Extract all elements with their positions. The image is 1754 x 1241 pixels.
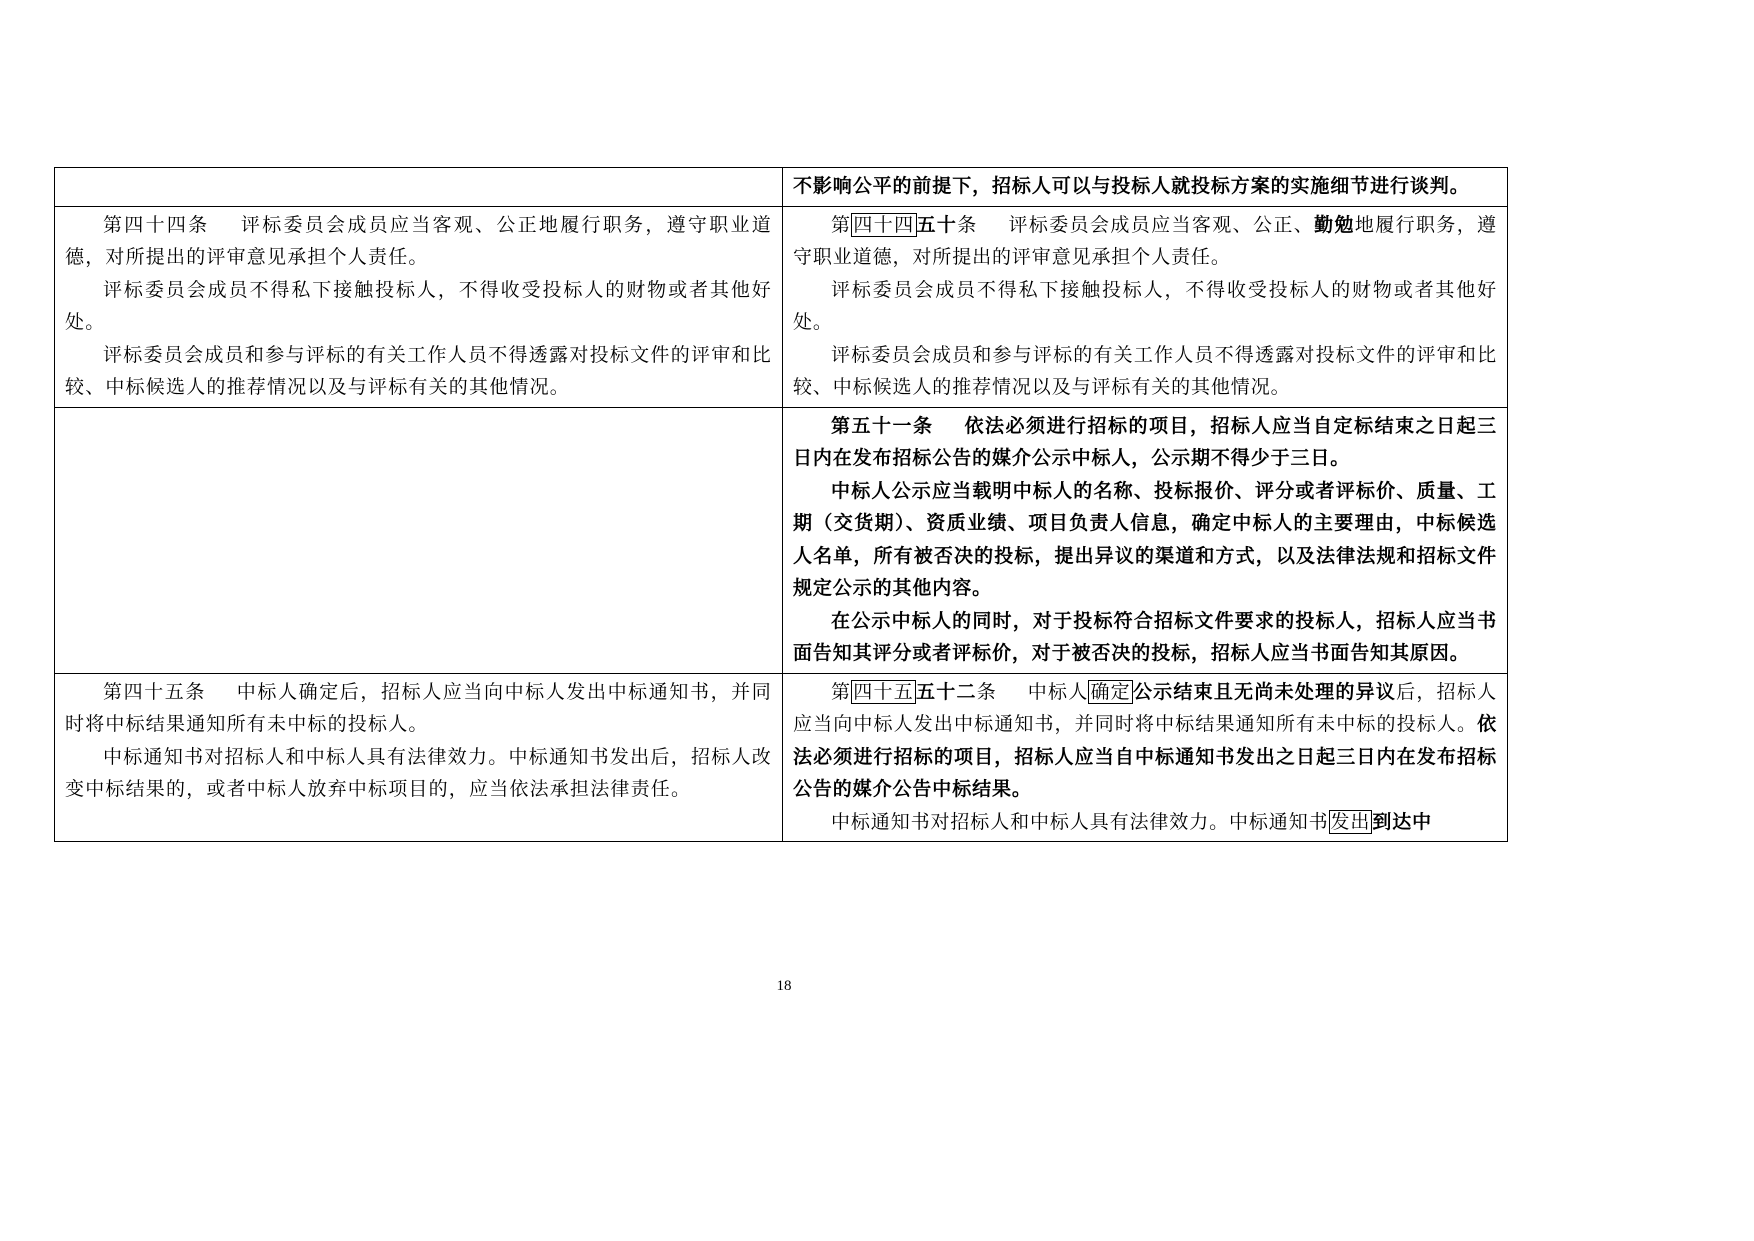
paragraph	[65, 741, 772, 806]
article-text: 中标人确定后，招标人应当向中标人发出中标通知书，并同时将中标结果通知所有未中标的投标人。	[65, 680, 772, 735]
inserted-text: 第五十一条	[831, 414, 934, 437]
article-text: 评标委员会成员应当客观、公正、	[1008, 213, 1315, 236]
article-text: 评标委员会成员和参与评标的有关工作人员不得透露对投标文件的评审和比较、中标候选人的推荐情况以及与评标有关的其他情况。	[793, 343, 1497, 398]
new-text-cell	[783, 168, 1508, 207]
paragraph	[65, 676, 772, 741]
inserted-text: 五十二	[915, 680, 977, 703]
inserted-text: 在公示中标人的同时，对于投标符合招标文件要求的投标人，招标人应当书面告知其评分或者评标价，对于被否决的投标，招标人应当书面告知其原因。	[793, 609, 1497, 664]
article-text: 评标委员会成员不得私下接触投标人，不得收受投标人的财物或者其他好处。	[793, 278, 1497, 333]
inserted-text: 公示结束且无尚未处理的异议	[1132, 680, 1397, 703]
article-number: 第四十四条	[103, 213, 210, 236]
comparison-table	[54, 167, 1508, 842]
table-row	[55, 673, 1508, 842]
paragraph	[793, 170, 1497, 203]
article-text: 中标人	[1027, 680, 1089, 703]
inserted-text: 依法必须进行招标的项目，招标人应当自中标通知书发出之日起三日内在发布招标公告的媒介公告中标结果。	[793, 713, 1497, 800]
paragraph	[793, 209, 1497, 274]
table-row	[55, 168, 1508, 207]
article-text: 评标委员会成员应当客观、公正地履行职务，遵守职业道德，对所提出的评审意见承担个人责任。	[65, 213, 772, 268]
paragraph	[793, 806, 1497, 839]
paragraph	[793, 339, 1497, 404]
deleted-text: 发出	[1330, 810, 1371, 833]
table-row	[55, 407, 1508, 673]
paragraph	[793, 410, 1497, 475]
inserted-text: 依法必须进行招标的项目，招标人应当自定标结束之日起三日内在发布招标公告的媒介公示中标人，公示期不得少于三日。	[793, 414, 1497, 469]
article-text: 中标通知书对招标人和中标人具有法律效力。中标通知书发出后，招标人改变中标结果的，或者中标人放弃中标项目的，应当依法承担法律责任。	[65, 745, 772, 800]
inserted-text: 中标人公示应当载明中标人的名称、投标报价、评分或者评标价、质量、工期（交货期）、资质业绩、项目负责人信息，确定中标人的主要理由，中标候选人名单，所有被否决的投标，提出异议的渠道和方式，以及法律法规和招标文件规定公示的其他内容。	[793, 479, 1497, 599]
new-text-cell	[783, 407, 1508, 673]
old-text-cell	[55, 407, 783, 673]
old-text-cell	[55, 168, 783, 207]
paragraph	[793, 605, 1497, 670]
article-number: 第四十五条	[103, 680, 206, 703]
paragraph	[65, 274, 772, 339]
paragraph	[793, 475, 1497, 605]
new-text-cell	[783, 206, 1508, 407]
article-text: 条	[957, 213, 978, 236]
article-text: 中标通知书对招标人和中标人具有法律效力。中标通知书	[831, 810, 1329, 833]
paragraph	[793, 676, 1497, 806]
article-text: 地履行职务，遵守职业道德，对所提出的评审意见承担个人责任。	[793, 213, 1497, 268]
article-text: 后，招标人应当向中标人发出中标通知书，并同时将中标结果通知所有未中标的投标人。	[793, 680, 1497, 735]
paragraph	[793, 274, 1497, 339]
article-text: 第	[831, 213, 852, 236]
inserted-text: 不影响公平的前提下，招标人可以与投标人就投标方案的实施细节进行谈判。	[793, 175, 1470, 197]
article-text: 评标委员会成员不得私下接触投标人，不得收受投标人的财物或者其他好处。	[65, 278, 772, 333]
inserted-text: 勤勉	[1314, 213, 1355, 236]
old-text-cell	[55, 206, 783, 407]
new-text-cell	[783, 673, 1508, 842]
old-text-cell	[55, 673, 783, 842]
inserted-text: 五十	[916, 213, 958, 236]
paragraph	[65, 209, 772, 274]
paragraph	[65, 339, 772, 404]
deleted-text: 确定	[1090, 680, 1131, 703]
article-text: 条	[976, 680, 997, 703]
deleted-text: 四十五	[853, 680, 914, 703]
table-row	[55, 206, 1508, 407]
page-number: 18	[776, 978, 792, 994]
inserted-text: 到达中	[1372, 810, 1433, 833]
deleted-text: 四十四	[853, 213, 915, 236]
article-text: 第	[831, 680, 852, 703]
article-text: 评标委员会成员和参与评标的有关工作人员不得透露对投标文件的评审和比较、中标候选人的推荐情况以及与评标有关的其他情况。	[65, 343, 772, 398]
